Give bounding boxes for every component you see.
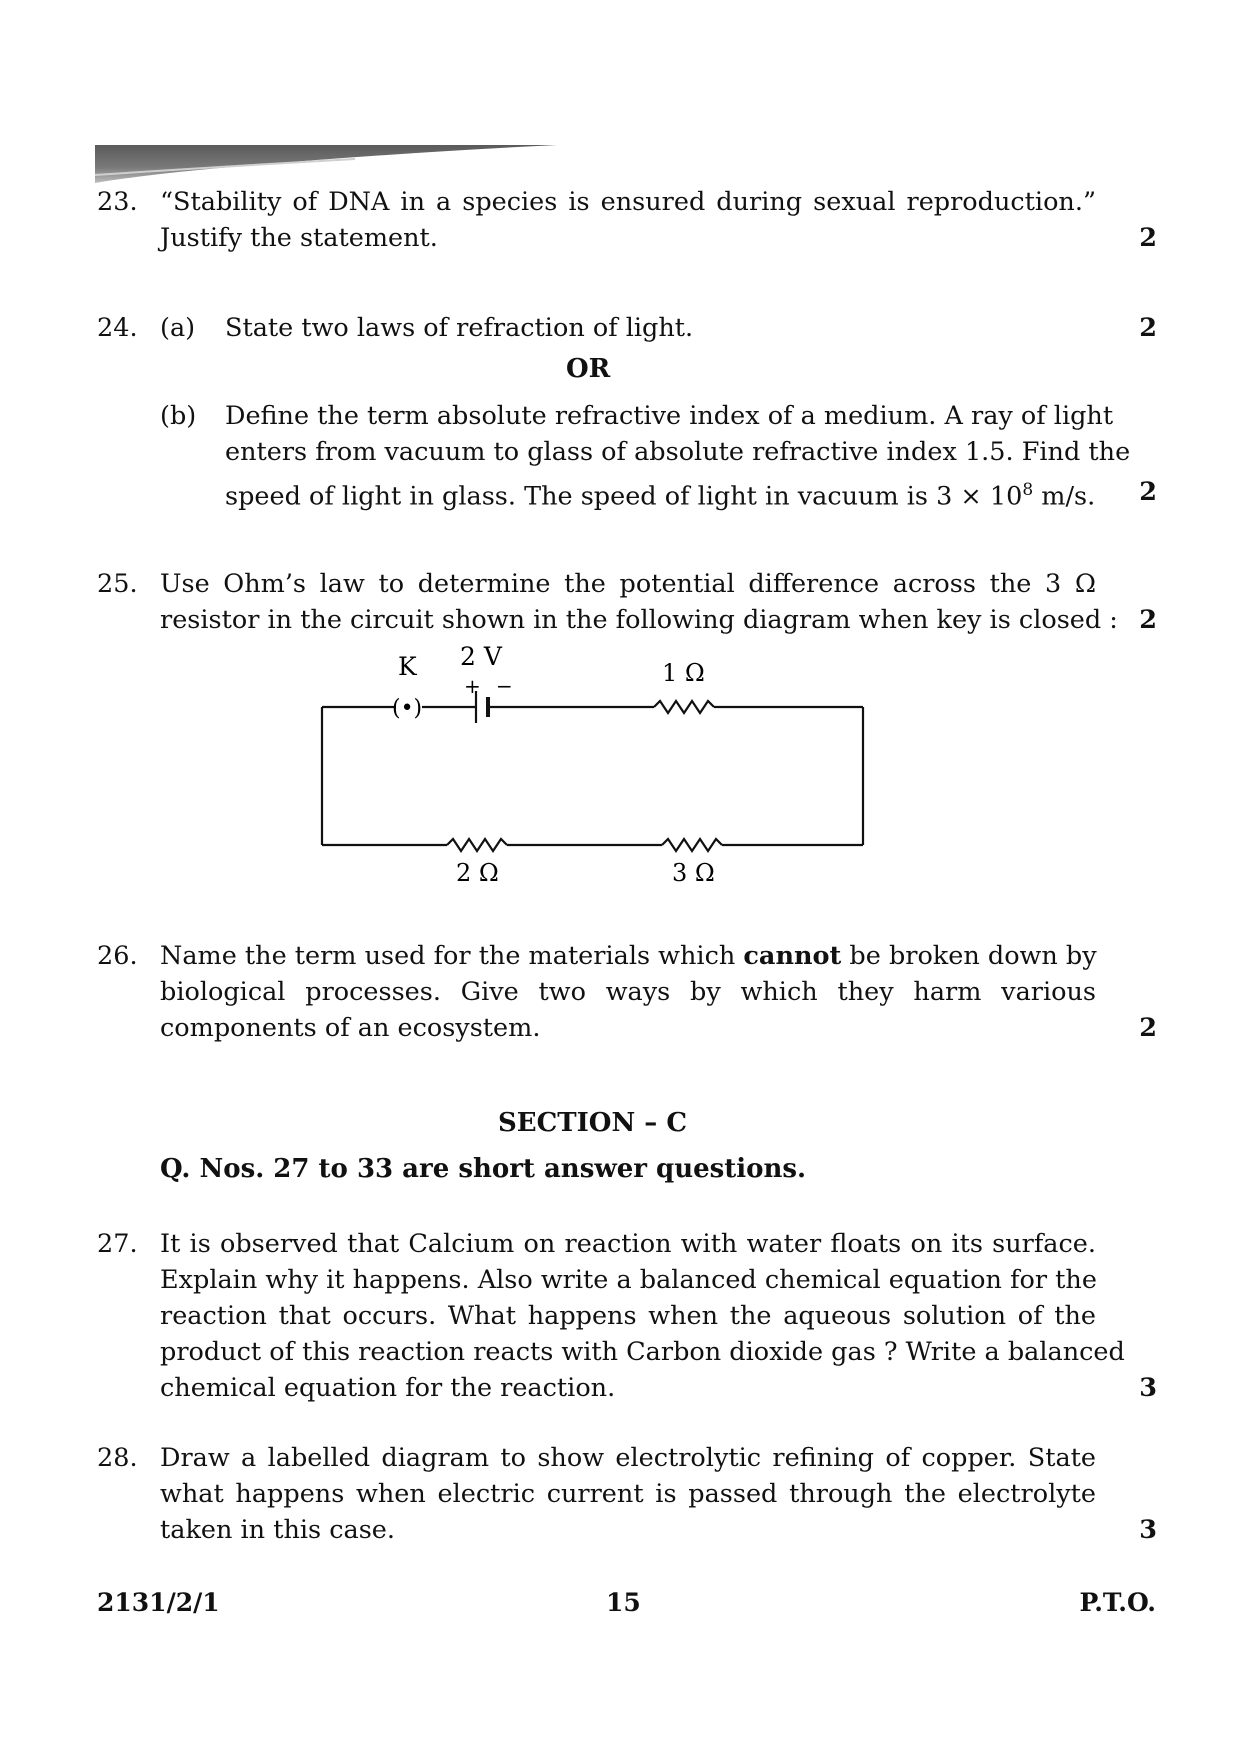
- resistor-1-label: 1 Ω: [662, 659, 705, 687]
- section-title: SECTION – C: [498, 1108, 688, 1138]
- sub-label-b: (b): [160, 401, 197, 431]
- question-text: Name the term used for the materials which cannot be broken down by biological processes. Give two ways by which they harm various components of an ecosystem.: [160, 941, 1097, 1043]
- battery-voltage-label: 2 V: [460, 642, 502, 671]
- marks: 3: [1139, 1515, 1157, 1545]
- question-text-b: Define the term absolute refractive index of a medium. A ray of light enters from vacuum to glass of absolute refractive index 1.5. Find the speed of light in glass. The speed of light in vacuum is $3 \times 10^8$ m/s.: [225, 401, 1131, 512]
- key-label: K: [398, 652, 417, 681]
- marks: 2: [1139, 223, 1157, 253]
- marks: 2: [1139, 1013, 1157, 1043]
- question-number: 25.: [97, 569, 138, 599]
- header-decorative-bar: [95, 145, 557, 183]
- question-text: Draw a labelled diagram to show electrolytic refining of copper. State what happens when electric current is passed through the electrolyte taken in this case.: [160, 1443, 1096, 1545]
- pto-label: P.T.O.: [1079, 1588, 1156, 1617]
- circuit-diagram: [310, 635, 870, 885]
- section-subtitle: Q. Nos. 27 to 33 are short answer questions.: [160, 1154, 807, 1184]
- resistor-2-label: 2 Ω: [456, 859, 499, 885]
- marks: 2: [1139, 605, 1157, 635]
- marks: 3: [1139, 1373, 1157, 1403]
- battery-plus-sign: +: [464, 674, 481, 698]
- question-23: [97, 184, 1157, 256]
- question-number: 26.: [97, 941, 138, 971]
- question-text-a: State two laws of refraction of light.: [225, 313, 694, 343]
- question-number: 23.: [97, 187, 138, 217]
- question-26: [97, 938, 1157, 1046]
- or-separator: OR: [566, 354, 611, 384]
- question-number: 28.: [97, 1443, 138, 1473]
- question-number: 24.: [97, 313, 138, 343]
- resistor-3-label: 3 Ω: [672, 859, 715, 885]
- resistor-3-ohm: [662, 839, 722, 851]
- question-text: It is observed that Calcium on reaction with water floats on its surface. Explain why it happens. Also write a balanced chemical equation for the reaction that occurs. What happens when the aqueous solution of the product of this reaction reacts with Carbon dioxide gas ? Write a balanced chemical equation for the reaction.: [160, 1229, 1125, 1403]
- paper-code: 2131/2/1: [97, 1588, 220, 1617]
- question-27: [97, 1226, 1157, 1406]
- sub-label-a: (a): [160, 313, 196, 343]
- marks-b: 2: [1139, 477, 1157, 507]
- question-number: 27.: [97, 1229, 138, 1259]
- question-text: Use Ohm’s law to determine the potential difference across the 3 Ω resistor in the circuit shown in the following diagram when key is closed :: [160, 569, 1118, 635]
- resistor-1-ohm: [654, 701, 714, 713]
- question-24b: [97, 398, 1157, 512]
- page-number: 15: [606, 1588, 641, 1617]
- question-25: [97, 566, 1157, 638]
- resistor-2-ohm: [447, 839, 507, 851]
- battery-minus-sign: −: [496, 674, 513, 698]
- marks-a: 2: [1139, 313, 1157, 343]
- key-symbol: (•): [392, 696, 423, 721]
- question-28: [97, 1440, 1157, 1548]
- question-text: “Stability of DNA in a species is ensured during sexual reproduction.” Justify the statement.: [160, 187, 1096, 253]
